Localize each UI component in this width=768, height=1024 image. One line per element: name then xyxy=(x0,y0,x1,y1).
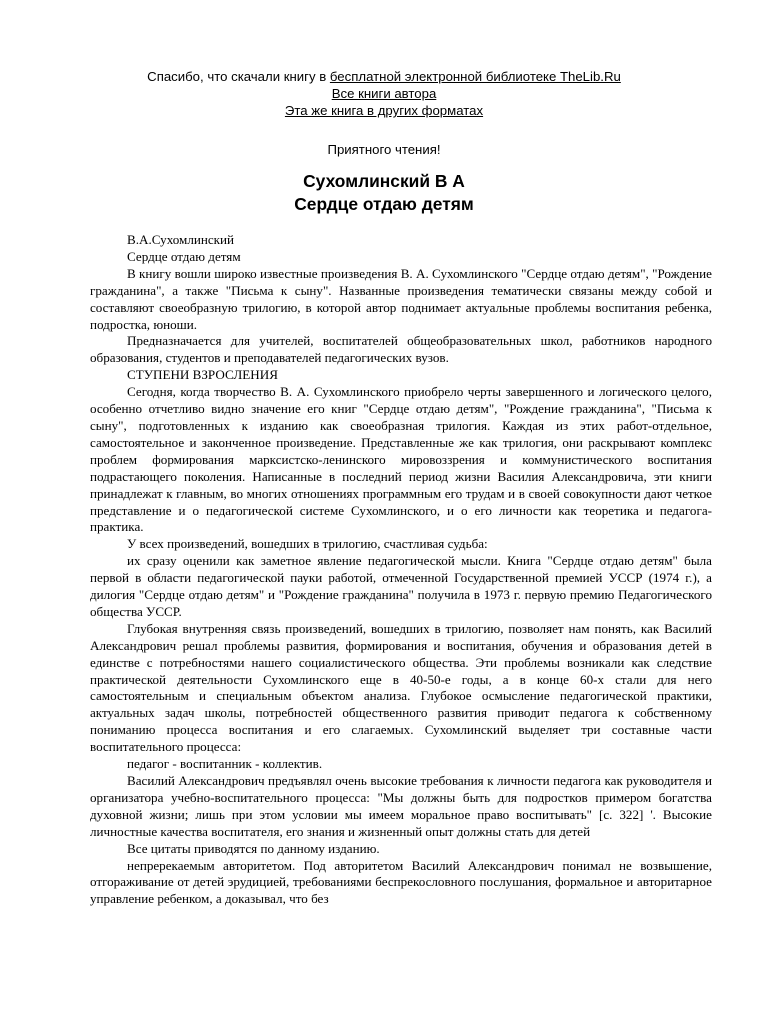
book-text xyxy=(90,232,712,908)
thanks-text: Спасибо, что скачали книгу в xyxy=(147,69,330,84)
section-heading: СТУПЕНИ ВЗРОСЛЕНИЯ xyxy=(127,367,278,383)
paragraph: В книгу вошли широко известные произведения В. А. Сухомлинского "Сердце отдаю детям", "Рождение гражданина", а также "Письма к сыну". Названные произведения тематически связаны между собой и составляют своеобразную трилогию, в которой автор поднимает актуальные проблемы воспитания ребенка, подростка, юноши. xyxy=(90,265,712,332)
paragraph: У всех произведений, вошедших в трилогию, счастливая судьба: xyxy=(127,536,488,552)
paragraph: Сердце отдаю детям xyxy=(127,248,241,264)
footnote: Все цитаты приводятся по данному изданию. xyxy=(127,840,380,856)
paragraph: педагог - воспитанник - коллектив. xyxy=(127,756,323,772)
greeting-text: Приятного чтения! xyxy=(327,142,441,157)
download-header xyxy=(0,68,768,158)
paragraph: Василий Александрович предъявлял очень высокие требования к личности педагога как руководителя и организатора учебно-воспитательного процесса: "Мы должны быть для подростков примером богатства духовной жизни; лишь при этом условии мы имеем моральное право воспитывать" [с. 322] '. Высокие личностные качества воспитателя, его знания и жизненный опыт должны стать для детей xyxy=(90,773,712,839)
paragraph: В.А.Сухомлинский xyxy=(127,232,235,247)
paragraph: Предназначается для учителей, воспитателей общеобразовательных школ, работников народного образования, студентов и преподавателей педагогических вузов. xyxy=(90,333,712,366)
paragraph: их сразу оценили как заметное явление педагогической мысли. Книга "Сердце отдаю детям" была первой в области педагогической пауки работой, отмеченной Государственной премией УССР (1974 г.), а дилогия "Сердце отдаю детям" и "Рождение гражданина" получила в 1973 г. первую премию Педагогического общества УССР. xyxy=(90,553,712,619)
paragraph: Глубокая внутренняя связь произведений, вошедших в трилогию, позволяет нам понять, как Василий Александрович решал проблемы развития, формирования и воспитания, обучения и образования детей в единстве с потребностями нашего социалистического общества. Эти проблемы возникали как следствие практической деятельности Сухомлинского еще в 40-50-е годы, а в конце 60-х стали для него самостоятельным и специальным объектом анализа. Глубокое осмысление педагогической практики, актуальных задач школы, потребностей общественного развития приводит педагога к собственному пониманию процесса воспитания и его слагаемых. Сухомлинский выделяет три составные части воспитательного процесса: xyxy=(90,620,712,755)
thanks-line xyxy=(0,68,768,85)
book-title-block xyxy=(0,170,768,216)
paragraph: Сегодня, когда творчество В. А. Сухомлинского приобрело черты завершенного и логического целого, особенно отчетливо видно значение его книг "Сердце отдаю детям", "Рождение гражданина", "Письма к сыну", подготовленных к изданию как своеобразная трилогия. Каждая из этих работ-отдельное, самостоятельное и законченное произведение. Представленные же как трилогия, они раскрывают комплекс проблем формирования марксистско-ленинского мировоззрения и коммунистического воспитания подрастающего поколения. Написанные в последний период жизни Василия Александровича, эти книги принадлежат к главным, во многих отношениях программным его трудам и в своей совокупности дают четкое представление и о педагогической системе Сухомлинского, и о его личности как теоретика и педагога-практика. xyxy=(90,384,712,535)
all-books-link[interactable]: Все книги автора xyxy=(331,86,437,101)
book-title: Сердце отдаю детям xyxy=(294,194,474,214)
paragraph: непререкаемым авторитетом. Под авторитетом Василий Александрович понимал не возвышение, отгораживание от детей эрудицией, требованиями беспрекословного послушания, формальное и авторитарное управление ребенком, а доказывал, что без xyxy=(90,857,712,907)
other-formats-link[interactable]: Эта же книга в других форматах xyxy=(284,103,484,118)
library-link[interactable]: бесплатной электронной библиотеке TheLib.Ru xyxy=(329,69,621,84)
author-title: Сухомлинский В А xyxy=(303,171,465,191)
